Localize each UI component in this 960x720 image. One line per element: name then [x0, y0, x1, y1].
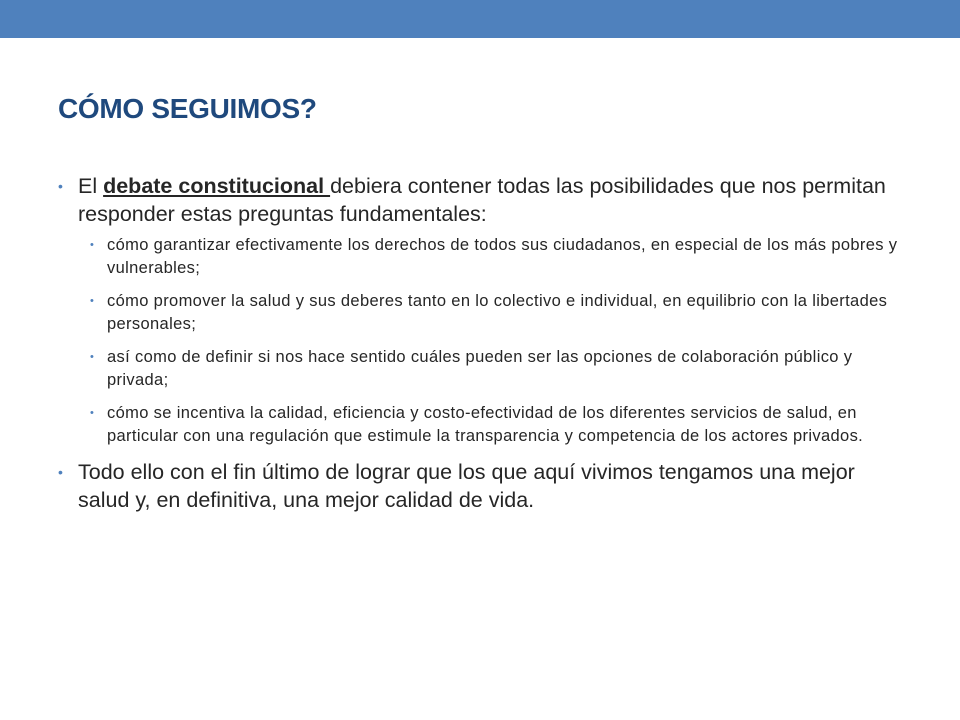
header-accent-bar [0, 0, 960, 38]
bullet-point-1-suffix: debiera contener todas las posibilidades que nos permitan responder estas preguntas fundamentales: [78, 174, 886, 226]
bullet-icon: • [58, 178, 63, 194]
slide-title: CÓMO SEGUIMOS? [58, 93, 317, 124]
sub-bullet-icon: • [90, 351, 95, 363]
bullet-point-1-emphasis: debate constitucional [103, 174, 331, 198]
bullet-list [58, 172, 908, 514]
bullet-icon: • [58, 464, 63, 480]
sub-bullet-3-text: así como de definir si nos hace sentido cuáles pueden ser las opciones de colaboración público y privada; [107, 348, 853, 389]
sub-bullet-4 [80, 402, 908, 448]
bullet-point-1 [58, 172, 908, 448]
sub-bullet-1-text: cómo garantizar efectivamente los derechos de todos sus ciudadanos, en especial de los más pobres y vulnerables; [107, 236, 898, 277]
sub-bullet-3 [80, 346, 908, 392]
sub-bullet-icon: • [90, 295, 95, 307]
sub-bullet-list [78, 234, 908, 448]
sub-bullet-1 [80, 234, 908, 280]
sub-bullet-icon: • [90, 239, 95, 251]
sub-bullet-icon: • [90, 407, 95, 419]
bullet-point-2 [58, 458, 908, 514]
sub-bullet-4-text: cómo se incentiva la calidad, eficiencia y costo-efectividad de los diferentes servicios de salud, en particular con una regulación que estimule la transparencia y competencia de los actores privados. [107, 404, 864, 445]
sub-bullet-2 [80, 290, 908, 336]
bullet-point-1-prefix: El [78, 174, 104, 198]
sub-bullet-2-text: cómo promover la salud y sus deberes tanto en lo colectivo e individual, en equilibrio con la libertades personales; [107, 292, 888, 333]
bullet-point-2-text: Todo ello con el fin último de lograr que los que aquí vivimos tengamos una mejor salud y, en definitiva, una mejor calidad de vida. [78, 460, 855, 512]
slide-content [58, 172, 908, 522]
